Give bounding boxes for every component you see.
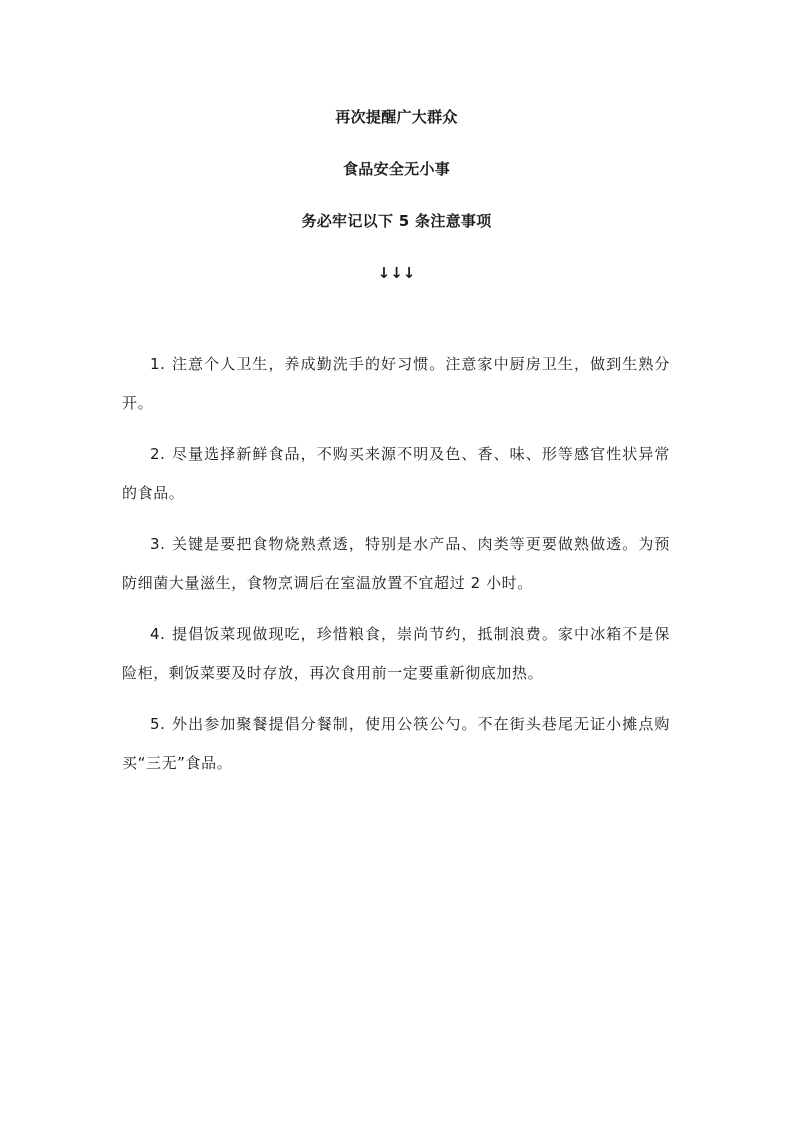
list-item (122, 615, 670, 693)
list-item (122, 345, 670, 423)
heading-five-points: 务必牢记以下 5 条注意事项 (301, 212, 492, 230)
item-number: 3. (150, 535, 166, 553)
item-number: 1. (150, 355, 166, 373)
list-item (122, 705, 670, 783)
item-text: 外出参加聚餐提倡分餐制，使用公筷公勺。不在街头巷尾无证小摊点购买“三无”食品。 (122, 715, 670, 772)
list-item (122, 435, 670, 513)
item-number: 2. (150, 445, 166, 463)
heading-reminder: 再次提醒广大群众 (335, 108, 458, 126)
precautions-list (122, 345, 670, 795)
item-text: 尽量选择新鲜食品，不购买来源不明及色、香、味、形等感官性状异常的食品。 (122, 445, 670, 502)
item-text: 注意个人卫生，养成勤洗手的好习惯。注意家中厨房卫生，做到生熟分开。 (122, 355, 670, 412)
heading-block (0, 104, 793, 286)
list-item (122, 525, 670, 603)
down-arrows-icon: ↓↓↓ (377, 264, 416, 282)
heading-food-safety: 食品安全无小事 (342, 160, 451, 178)
item-text: 关键是要把食物烧熟煮透，特别是水产品、肉类等更要做熟做透。为预防细菌大量滋生，食物烹调后在室温放置不宜超过 2 小时。 (122, 535, 670, 592)
item-number: 4. (150, 625, 166, 643)
item-number: 5. (150, 715, 166, 733)
item-text: 提倡饭菜现做现吃，珍惜粮食，崇尚节约，抵制浪费。家中冰箱不是保险柜，剩饭菜要及时存放，再次食用前一定要重新彻底加热。 (122, 625, 670, 682)
